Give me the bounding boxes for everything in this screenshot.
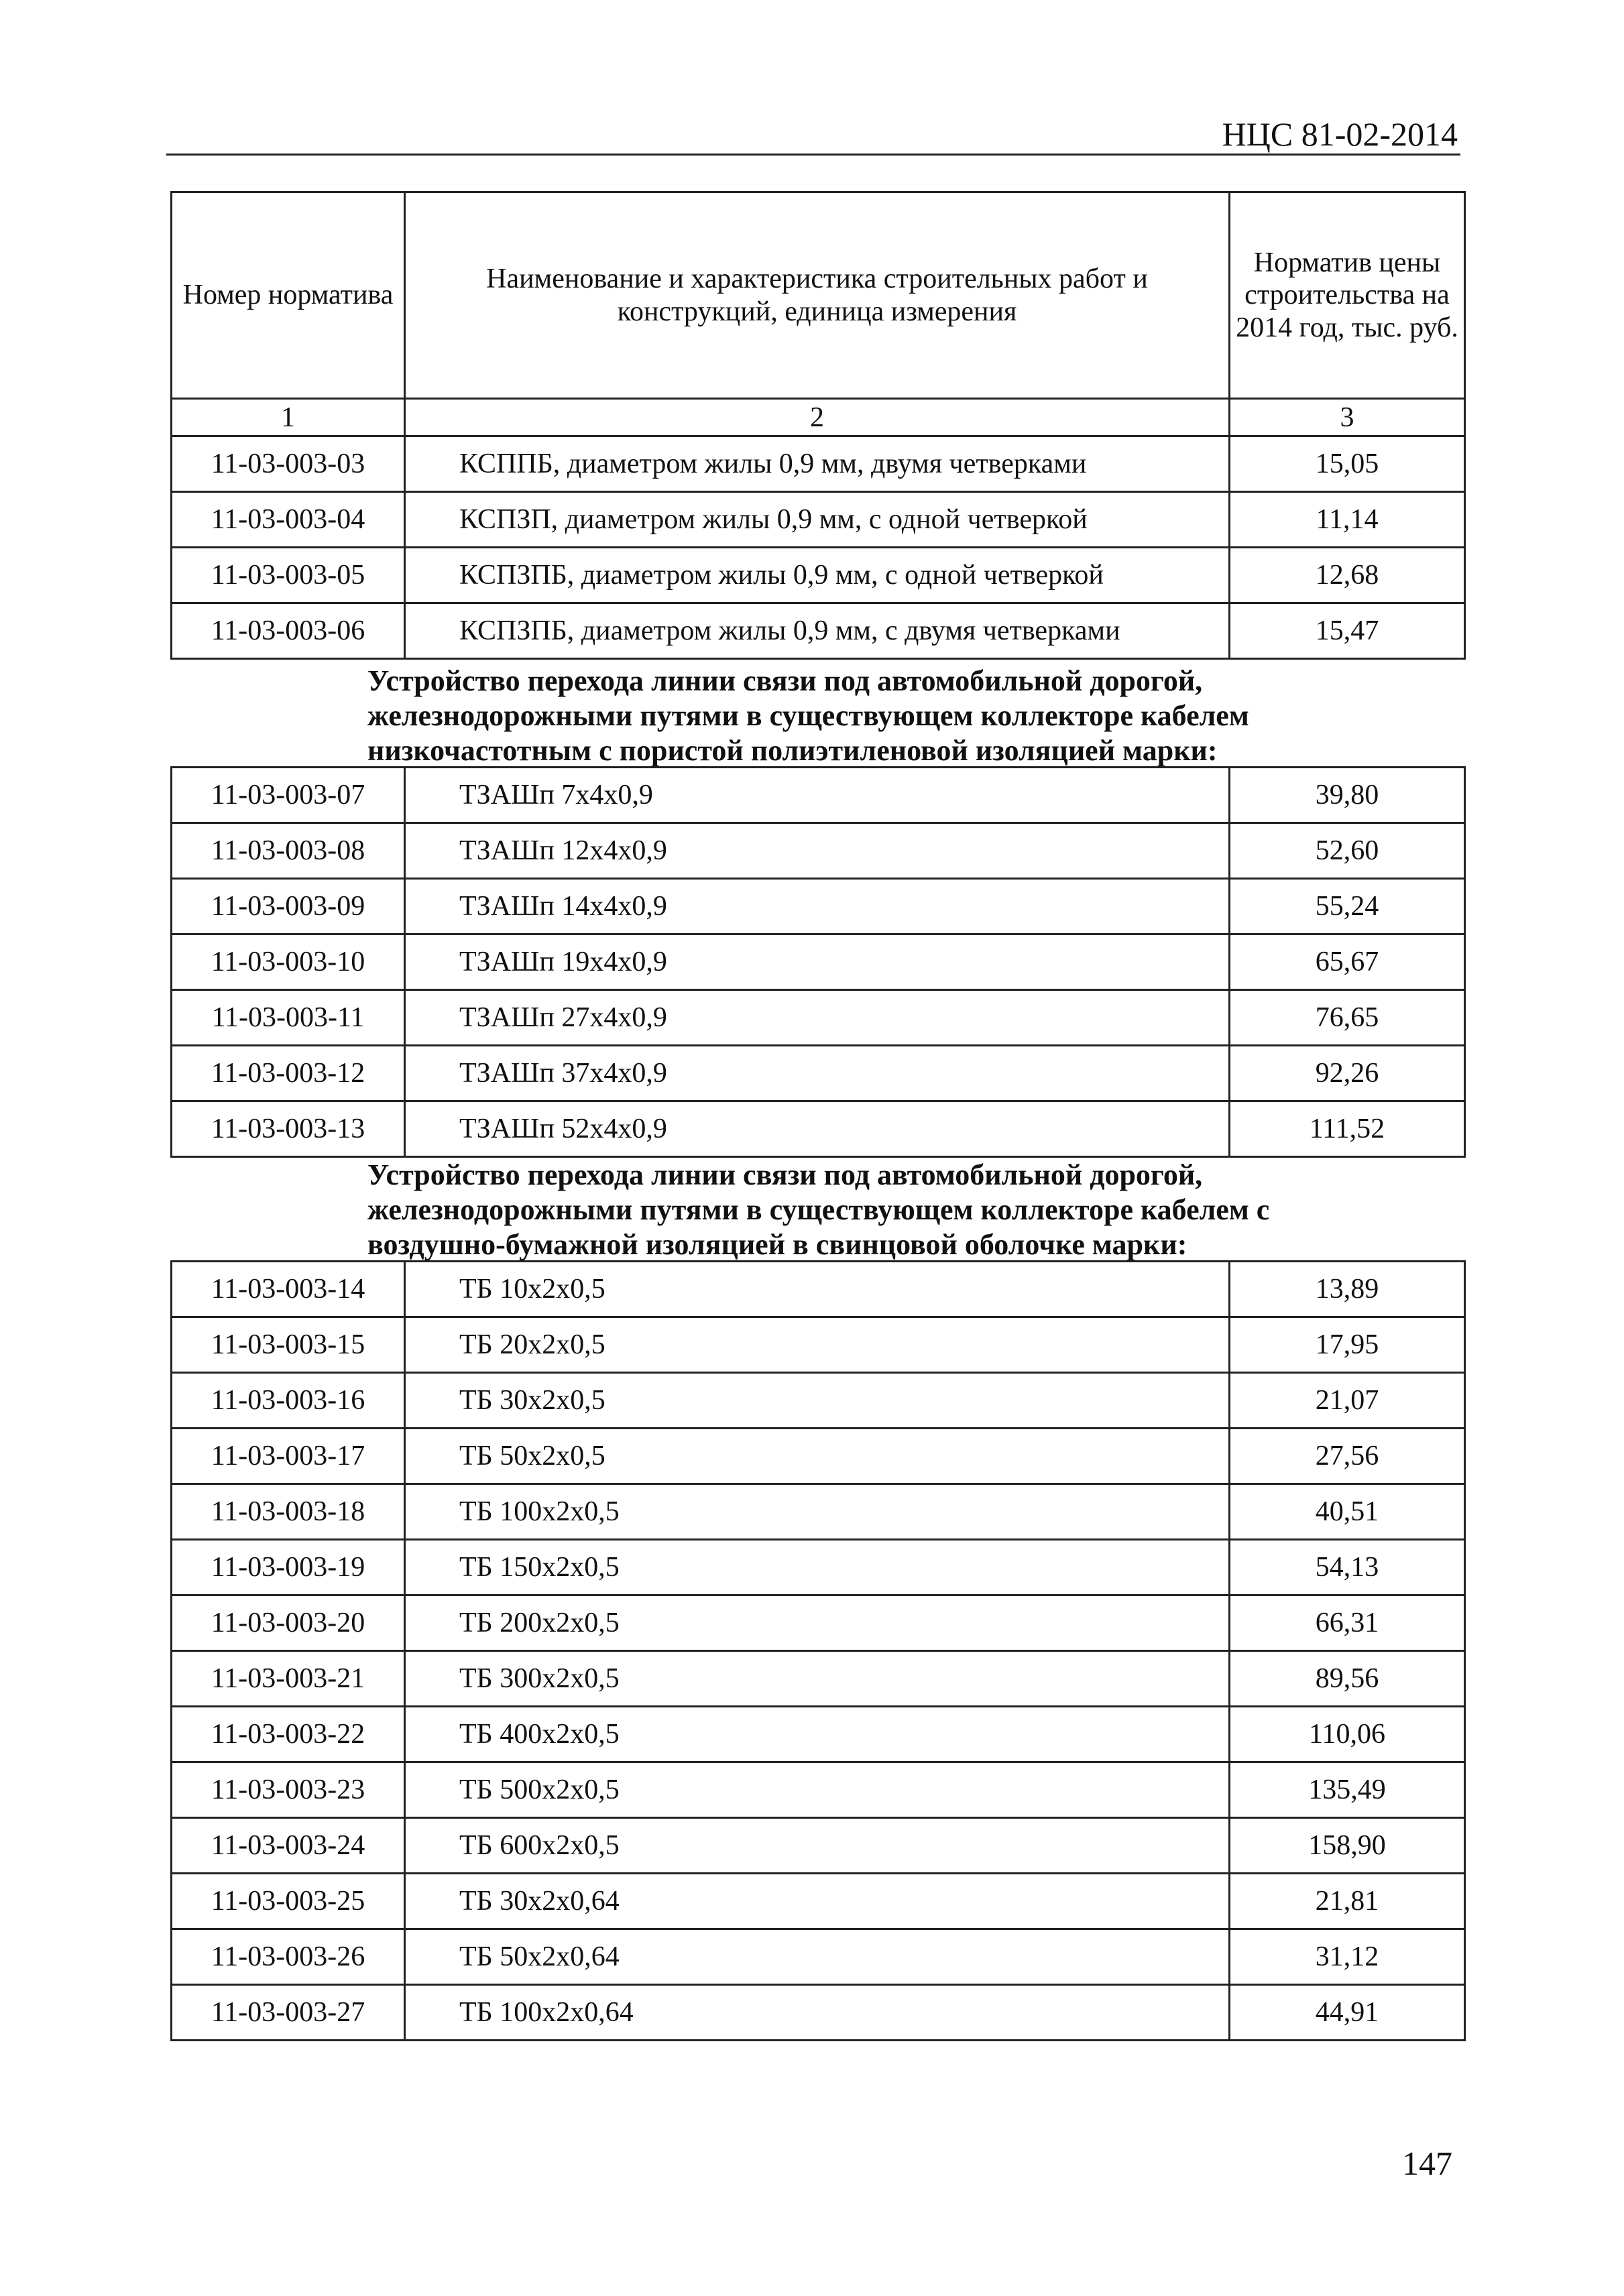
section-line: железнодорожными путями в существующем коллекторе кабелем с [367, 1193, 1270, 1226]
norms-table-1 [170, 191, 1466, 660]
norm-code-cell: 11-03-003-26 [172, 1929, 405, 1985]
table-row [172, 1651, 1465, 1707]
norm-code-cell: 11-03-003-22 [172, 1707, 405, 1762]
norm-name-cell: ТБ 100х2х0,64 [405, 1985, 1230, 2041]
table-row [172, 1707, 1465, 1762]
table-row [172, 1262, 1465, 1317]
table-row [172, 1874, 1465, 1929]
norm-price-cell: 135,49 [1230, 1762, 1465, 1818]
norm-code-cell: 11-03-003-13 [172, 1101, 405, 1157]
table-row [172, 603, 1465, 659]
norm-name-cell: ТБ 100х2х0,5 [405, 1484, 1230, 1540]
norm-code-cell: 11-03-003-20 [172, 1595, 405, 1651]
norm-price-cell: 40,51 [1230, 1484, 1465, 1540]
table-row [172, 990, 1465, 1046]
table-row [172, 1484, 1465, 1540]
norm-name-cell: КСПЗПБ, диаметром жилы 0,9 мм, с одной четверкой [405, 548, 1230, 603]
norm-name-cell: ТЗАШп 37х4х0,9 [405, 1046, 1230, 1101]
table-row [172, 823, 1465, 879]
norm-name-cell: КСППБ, диаметром жилы 0,9 мм, двумя четверками [405, 436, 1230, 492]
norm-code-cell: 11-03-003-27 [172, 1985, 405, 2041]
norm-price-cell: 55,24 [1230, 879, 1465, 934]
norm-name-cell: ТБ 600х2х0,5 [405, 1818, 1230, 1874]
norm-price-cell: 39,80 [1230, 768, 1465, 823]
norm-code-cell: 11-03-003-12 [172, 1046, 405, 1101]
norm-name-cell: ТЗАШп 7х4х0,9 [405, 768, 1230, 823]
norm-price-cell: 66,31 [1230, 1595, 1465, 1651]
norm-price-cell: 27,56 [1230, 1429, 1465, 1484]
table-row [172, 1429, 1465, 1484]
norm-code-cell: 11-03-003-21 [172, 1651, 405, 1707]
table-row [172, 492, 1465, 548]
norm-price-cell: 17,95 [1230, 1317, 1465, 1373]
col-number-2: 2 [405, 399, 1230, 436]
page-number: 147 [1402, 2144, 1452, 2182]
table-row [172, 1540, 1465, 1595]
norm-name-cell: ТБ 200х2х0,5 [405, 1595, 1230, 1651]
norm-price-cell: 76,65 [1230, 990, 1465, 1046]
norm-name-cell: КСПЗП, диаметром жилы 0,9 мм, с одной четверкой [405, 492, 1230, 548]
norm-code-cell: 11-03-003-06 [172, 603, 405, 659]
norm-code-cell: 11-03-003-09 [172, 879, 405, 934]
norms-table-3 [170, 1260, 1466, 2041]
norm-code-cell: 11-03-003-25 [172, 1874, 405, 1929]
norm-price-cell: 89,56 [1230, 1651, 1465, 1707]
document-code: НЦС 81-02-2014 [1222, 115, 1458, 153]
norm-code-cell: 11-03-003-15 [172, 1317, 405, 1373]
norm-code-cell: 11-03-003-10 [172, 934, 405, 990]
norm-name-cell: ТЗАШп 12х4х0,9 [405, 823, 1230, 879]
section-line: Устройство перехода линии связи под автомобильной дорогой, [367, 664, 1203, 697]
norm-code-cell: 11-03-003-05 [172, 548, 405, 603]
norms-table-2 [170, 766, 1466, 1158]
norm-price-cell: 13,89 [1230, 1262, 1465, 1317]
table-row [172, 1046, 1465, 1101]
norm-code-cell: 11-03-003-24 [172, 1818, 405, 1874]
section-line: низкочастотным с пористой полиэтиленовой изоляцией марки: [367, 734, 1218, 767]
norm-price-cell: 65,67 [1230, 934, 1465, 990]
norm-name-cell: ТБ 20х2х0,5 [405, 1317, 1230, 1373]
table-row [172, 1317, 1465, 1373]
norm-name-cell: ТЗАШп 19х4х0,9 [405, 934, 1230, 990]
table-row [172, 768, 1465, 823]
header-col-price: Норматив цены строительства на 2014 год, тыс. руб. [1230, 192, 1465, 399]
norm-code-cell: 11-03-003-14 [172, 1262, 405, 1317]
section-line: Устройство перехода линии связи под автомобильной дорогой, [367, 1158, 1203, 1191]
norm-price-cell: 110,06 [1230, 1707, 1465, 1762]
norm-code-cell: 11-03-003-19 [172, 1540, 405, 1595]
norm-code-cell: 11-03-003-18 [172, 1484, 405, 1540]
norm-code-cell: 11-03-003-11 [172, 990, 405, 1046]
norm-price-cell: 12,68 [1230, 548, 1465, 603]
norm-name-cell: ТЗАШп 27х4х0,9 [405, 990, 1230, 1046]
col-number-1: 1 [172, 399, 405, 436]
norm-code-cell: 11-03-003-07 [172, 768, 405, 823]
norm-code-cell: 11-03-003-23 [172, 1762, 405, 1818]
norm-code-cell: 11-03-003-08 [172, 823, 405, 879]
norm-price-cell: 11,14 [1230, 492, 1465, 548]
norm-name-cell: ТБ 10х2х0,5 [405, 1262, 1230, 1317]
norm-name-cell: ТБ 150х2х0,5 [405, 1540, 1230, 1595]
table-row [172, 436, 1465, 492]
page-header [166, 111, 1460, 156]
norm-name-cell: ТЗАШп 14х4х0,9 [405, 879, 1230, 934]
norm-price-cell: 52,60 [1230, 823, 1465, 879]
table-row [172, 1101, 1465, 1157]
table-row [172, 1929, 1465, 1985]
norm-code-cell: 11-03-003-03 [172, 436, 405, 492]
norm-price-cell: 21,07 [1230, 1373, 1465, 1429]
norm-name-cell: ТБ 50х2х0,5 [405, 1429, 1230, 1484]
norm-name-cell: ТБ 30х2х0,64 [405, 1874, 1230, 1929]
section-title-low-frequency-cable [367, 664, 1373, 768]
norm-price-cell: 44,91 [1230, 1985, 1465, 2041]
norm-price-cell: 54,13 [1230, 1540, 1465, 1595]
table-row [172, 548, 1465, 603]
table-row [172, 879, 1465, 934]
norm-name-cell: КСПЗПБ, диаметром жилы 0,9 мм, с двумя четверками [405, 603, 1230, 659]
section-line: воздушно-бумажной изоляцией в свинцовой оболочке марки: [367, 1228, 1187, 1261]
norm-name-cell: ТБ 50х2х0,64 [405, 1929, 1230, 1985]
column-numbers-row [172, 399, 1465, 436]
norm-code-cell: 11-03-003-17 [172, 1429, 405, 1484]
norm-price-cell: 111,52 [1230, 1101, 1465, 1157]
norm-name-cell: ТБ 500х2х0,5 [405, 1762, 1230, 1818]
header-col-name: Наименование и характеристика строительных работ и конструкций, единица измерения [405, 192, 1230, 399]
norm-price-cell: 15,05 [1230, 436, 1465, 492]
col-number-3: 3 [1230, 399, 1465, 436]
table-row [172, 1818, 1465, 1874]
norm-name-cell: ТБ 400х2х0,5 [405, 1707, 1230, 1762]
norm-price-cell: 31,12 [1230, 1929, 1465, 1985]
norm-price-cell: 21,81 [1230, 1874, 1465, 1929]
norm-name-cell: ТБ 300х2х0,5 [405, 1651, 1230, 1707]
norm-code-cell: 11-03-003-04 [172, 492, 405, 548]
table-row [172, 934, 1465, 990]
norm-name-cell: ТБ 30х2х0,5 [405, 1373, 1230, 1429]
norm-price-cell: 15,47 [1230, 603, 1465, 659]
section-line: железнодорожными путями в существующем коллекторе кабелем [367, 699, 1249, 732]
table-row [172, 1595, 1465, 1651]
header-col-number: Номер норматива [172, 192, 405, 399]
norm-price-cell: 92,26 [1230, 1046, 1465, 1101]
table-row [172, 1762, 1465, 1818]
table-row [172, 1985, 1465, 2041]
norm-code-cell: 11-03-003-16 [172, 1373, 405, 1429]
table-header-row [172, 192, 1465, 399]
section-title-paper-insulated-cable [367, 1158, 1373, 1262]
norm-price-cell: 158,90 [1230, 1818, 1465, 1874]
table-row [172, 1373, 1465, 1429]
norm-name-cell: ТЗАШп 52х4х0,9 [405, 1101, 1230, 1157]
